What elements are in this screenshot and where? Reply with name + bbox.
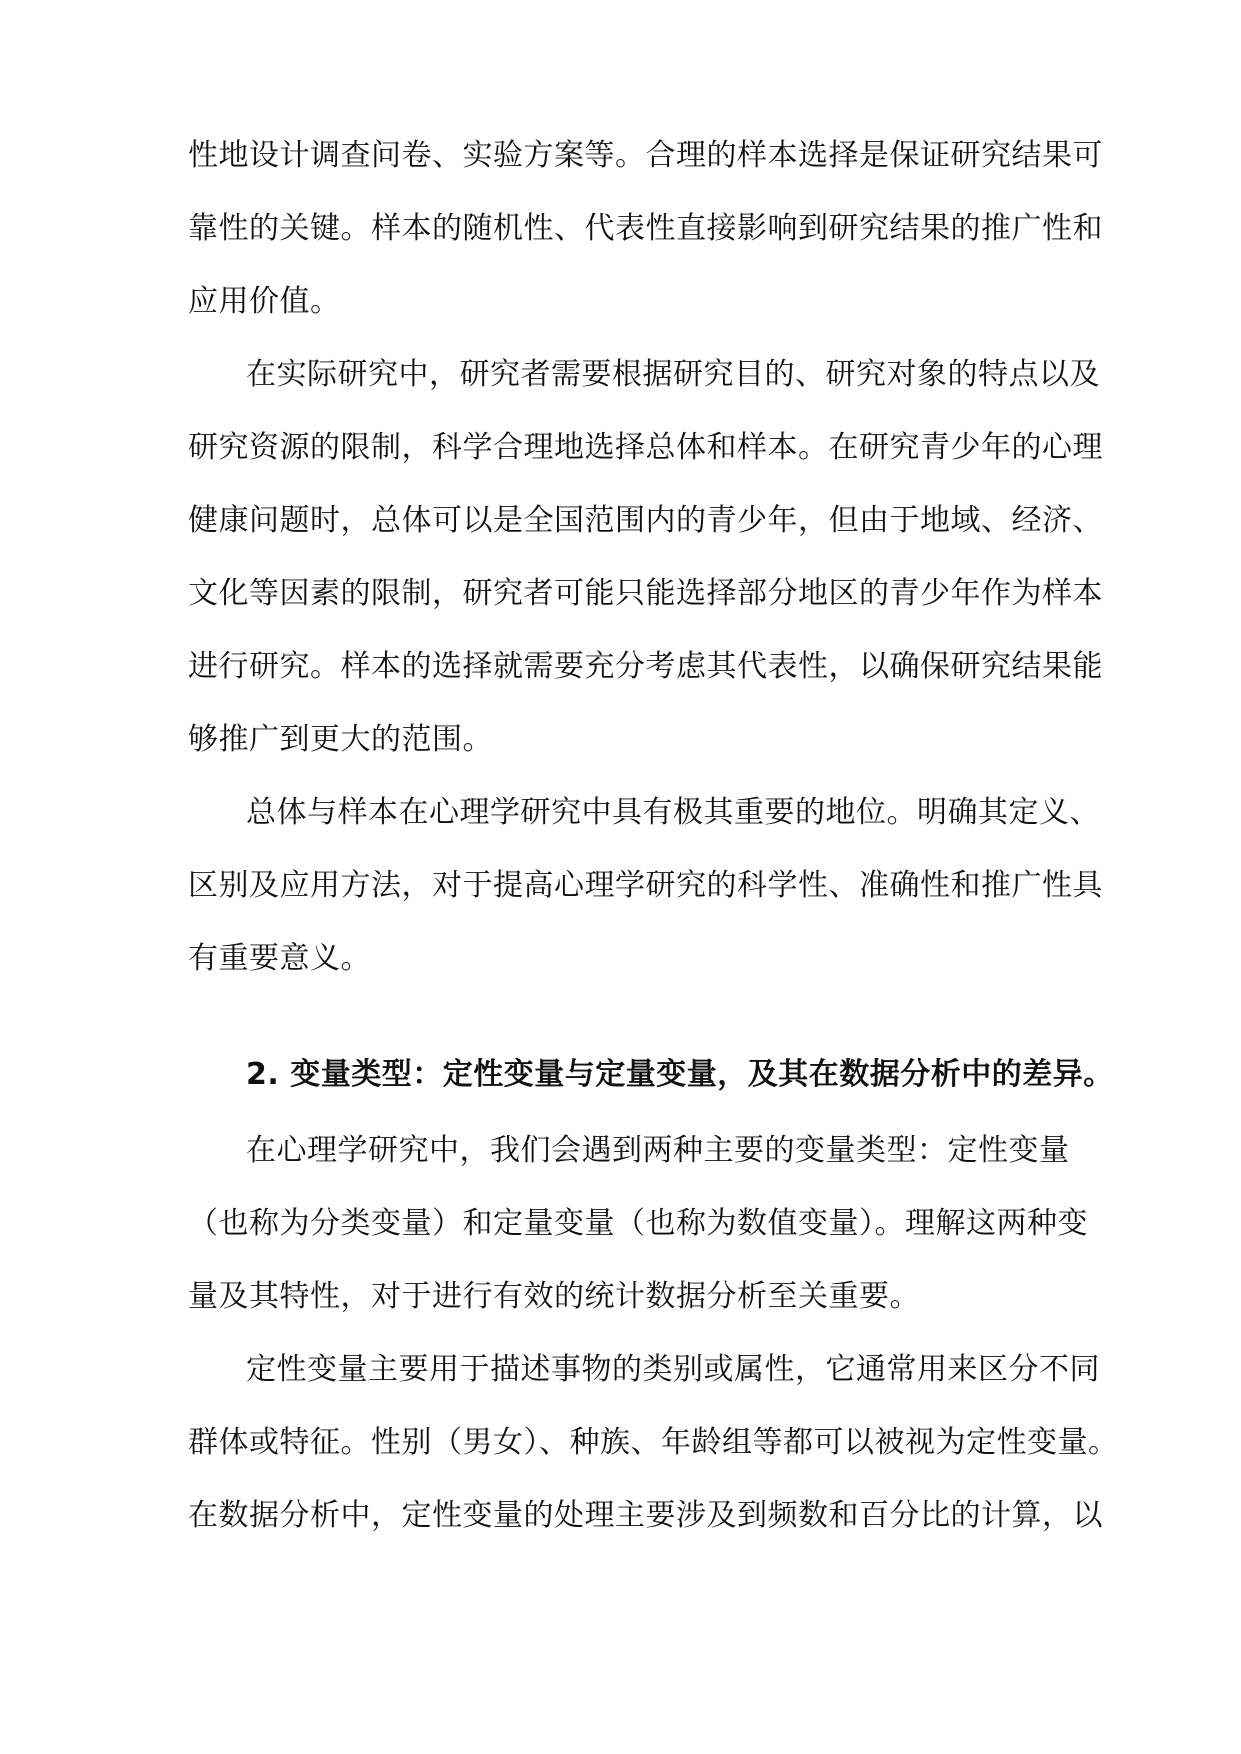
paragraph-3-line-2: 区别及应用方法，对于提高心理学研究的科学性、准确性和推广性具: [188, 868, 1103, 903]
paragraph-1-line-1: 性地设计调查问卷、实验方案等。合理的样本选择是保证研究结果可: [188, 138, 1103, 173]
section-heading: 2. 变量类型：定性变量与定量变量，及其在数据分析中的差异。: [246, 1057, 1114, 1092]
paragraph-4-line-1: 在心理学研究中，我们会遇到两种主要的变量类型：定性变量: [246, 1133, 1070, 1168]
paragraph-2-line-6: 够推广到更大的范围。: [188, 722, 493, 757]
paragraph-5-line-1: 定性变量主要用于描述事物的类别或属性，它通常用来区分不同: [246, 1352, 1100, 1387]
paragraph-3-line-1: 总体与样本在心理学研究中具有极其重要的地位。明确其定义、: [246, 795, 1100, 830]
paragraph-4-line-3: 量及其特性，对于进行有效的统计数据分析至关重要。: [188, 1279, 920, 1314]
paragraph-2-line-4: 文化等因素的限制，研究者可能只能选择部分地区的青少年作为样本: [188, 576, 1103, 611]
paragraph-4-line-2: （也称为分类变量）和定量变量（也称为数值变量）。理解这两种变: [188, 1206, 1088, 1241]
paragraph-2-line-2: 研究资源的限制，科学合理地选择总体和样本。在研究青少年的心理: [188, 430, 1103, 465]
paragraph-5-line-2: 群体或特征。性别（男女）、种族、年龄组等都可以被视为定性变量。: [188, 1425, 1119, 1460]
paragraph-1-line-2: 靠性的关键。样本的随机性、代表性直接影响到研究结果的推广性和: [188, 211, 1103, 246]
paragraph-3-line-3: 有重要意义。: [188, 941, 371, 976]
paragraph-1-line-3: 应用价值。: [188, 284, 341, 319]
paragraph-2-line-1: 在实际研究中，研究者需要根据研究目的、研究对象的特点以及: [246, 357, 1100, 392]
paragraph-5-line-3: 在数据分析中，定性变量的处理主要涉及到频数和百分比的计算，以: [188, 1498, 1103, 1533]
paragraph-2-line-3: 健康问题时，总体可以是全国范围内的青少年，但由于地域、经济、: [188, 503, 1103, 538]
paragraph-2-line-5: 进行研究。样本的选择就需要充分考虑其代表性，以确保研究结果能: [188, 649, 1103, 684]
